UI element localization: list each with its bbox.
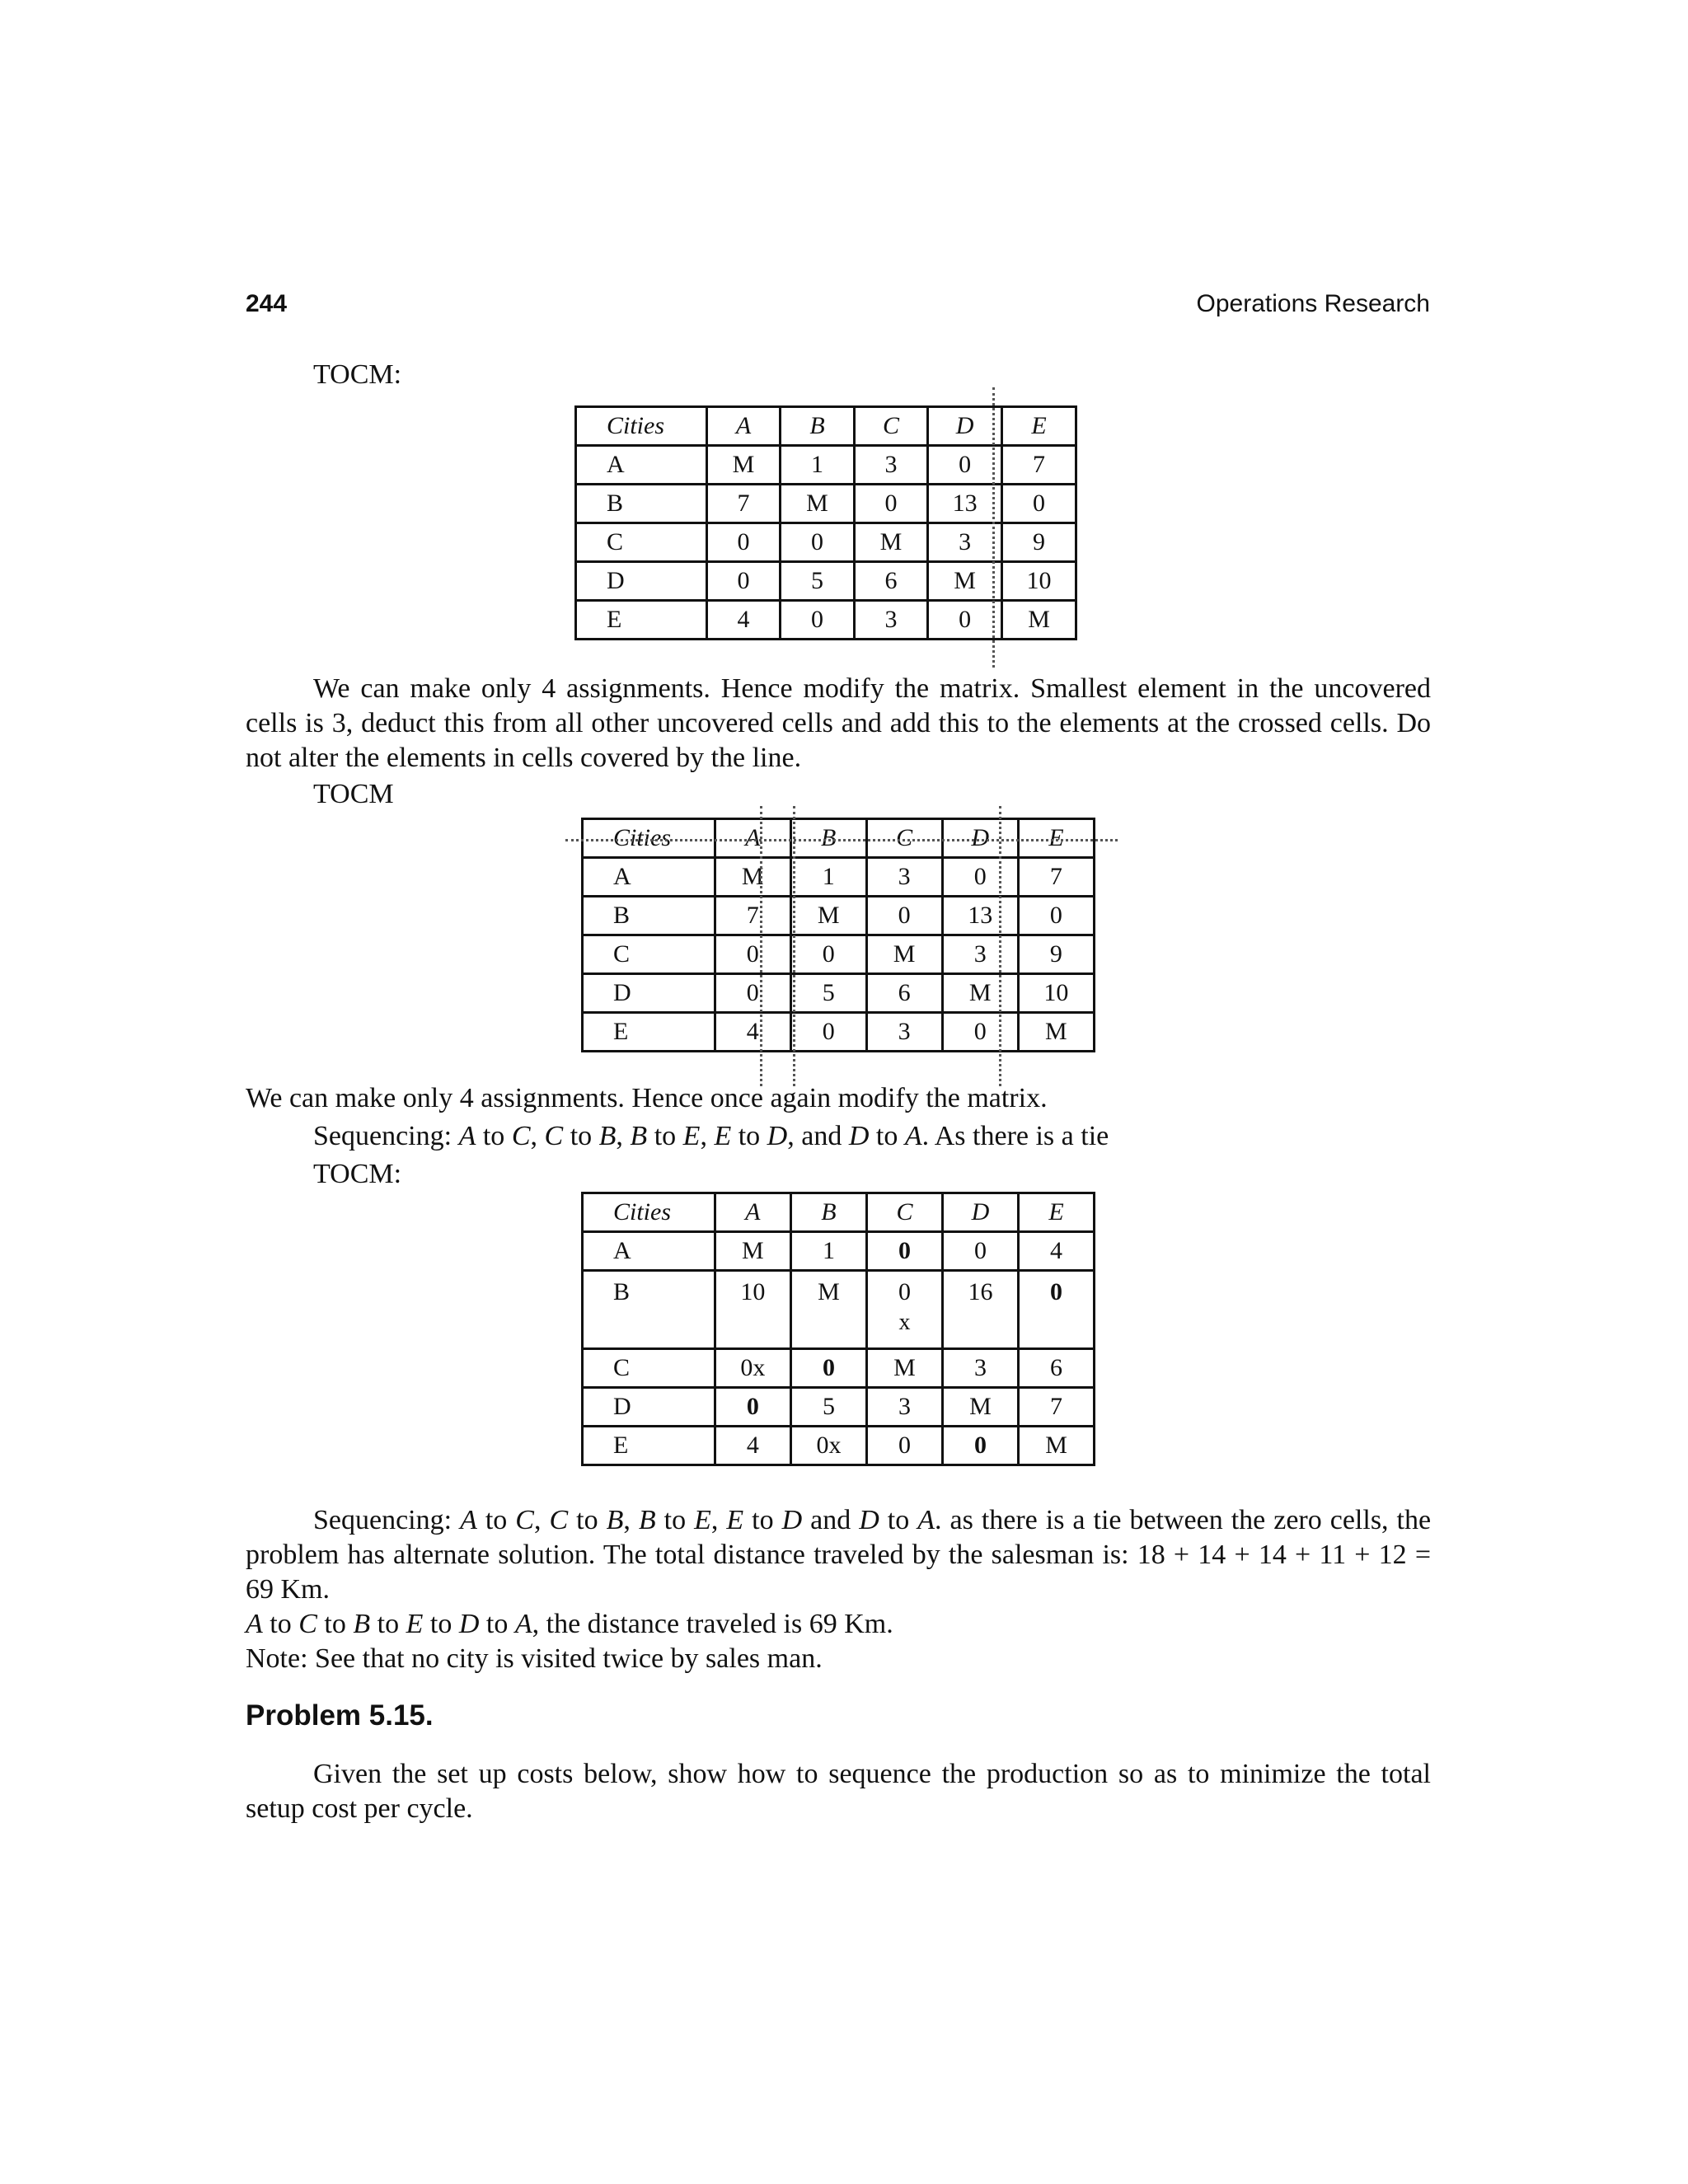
table-cell: M <box>866 935 942 974</box>
text-span: to <box>476 1121 512 1151</box>
header-cell: D <box>942 819 1018 858</box>
city-c: C <box>511 1121 531 1151</box>
table-cell: 0 <box>942 1013 1018 1052</box>
tocm-label-3: TOCM: <box>313 1159 402 1189</box>
text-span: to <box>476 1505 516 1535</box>
text-span: , <box>710 1505 727 1535</box>
text-span: to <box>563 1121 599 1151</box>
table-cell: 3 <box>867 1388 943 1427</box>
city-a: A <box>246 1609 263 1639</box>
text-span: to <box>370 1609 406 1639</box>
table-row <box>583 974 1095 1013</box>
table-cell: 0 <box>781 601 854 640</box>
table-row <box>583 1349 1095 1388</box>
table-cell: M <box>942 1388 1018 1427</box>
table-cell: 6 <box>1019 1349 1095 1388</box>
city-b: B <box>638 1505 656 1535</box>
table-cell: 0 <box>715 935 790 974</box>
header-cell: D <box>928 407 1002 446</box>
table-cell: 3 <box>942 1349 1018 1388</box>
table-cell: 4 <box>715 1013 790 1052</box>
table-cell: M <box>715 1232 790 1271</box>
table-cell: 5 <box>790 1388 866 1427</box>
table-cell: 5 <box>790 974 866 1013</box>
matrix-table-2 <box>581 818 1095 1052</box>
table-cell: 7 <box>715 897 790 935</box>
table-row <box>576 601 1076 640</box>
table-header-row <box>583 1193 1095 1232</box>
tocm-label-1: TOCM: <box>313 359 402 390</box>
table-cell: 0 <box>781 523 854 562</box>
city-e: E <box>694 1505 711 1535</box>
assigned-zero-cell: 0 <box>867 1232 943 1271</box>
table-cell: 7 <box>706 485 780 523</box>
table-cell: 16 <box>942 1271 1018 1349</box>
table-cell: 0 <box>1018 897 1094 935</box>
table-row <box>583 1388 1095 1427</box>
text-span: to <box>262 1609 299 1639</box>
header-cell: Cities <box>583 1193 715 1232</box>
row-label: B <box>583 897 715 935</box>
row-label: C <box>583 935 715 974</box>
table-cell: M <box>790 1271 866 1349</box>
text-span: to <box>879 1505 918 1535</box>
table-cell: 0 <box>928 446 1002 485</box>
table-cell: 0 <box>706 562 780 601</box>
text-span: , <box>616 1121 631 1151</box>
table-cell: M <box>942 974 1018 1013</box>
table-cell: 0 <box>706 523 780 562</box>
row-label: A <box>583 858 715 897</box>
text-span: , <box>533 1505 550 1535</box>
table-row <box>583 935 1095 974</box>
table-cell: M <box>854 523 927 562</box>
table-cell: 13 <box>942 897 1018 935</box>
text-span: , <box>700 1121 715 1151</box>
city-b: B <box>630 1121 648 1151</box>
note-line: Note: See that no city is visited twice by sales man. <box>246 1643 823 1674</box>
row-label: D <box>583 1388 715 1427</box>
city-c: C <box>515 1505 534 1535</box>
text-span: , and <box>787 1121 849 1151</box>
tocm-label-2: TOCM <box>313 779 394 809</box>
table-cell: 3 <box>854 601 927 640</box>
cover-line-column-a <box>760 806 762 1086</box>
table-cell: 9 <box>1002 523 1076 562</box>
table-header-row <box>576 407 1076 446</box>
city-d: D <box>848 1121 870 1151</box>
table-cell: 3 <box>866 1013 942 1052</box>
header-cell: E <box>1019 1193 1095 1232</box>
cell-value: 0 <box>898 1278 911 1305</box>
header-cell: B <box>790 819 866 858</box>
sequencing-line <box>313 1119 1109 1154</box>
table-cell: 9 <box>1018 935 1094 974</box>
city-d: D <box>458 1609 480 1639</box>
text-span: Sequencing: <box>313 1505 461 1535</box>
text-span: to <box>423 1609 459 1639</box>
table-cell: M <box>781 485 854 523</box>
table-cell: 6 <box>854 562 927 601</box>
row-label: B <box>583 1271 715 1349</box>
text-span: to <box>743 1505 782 1535</box>
text-span: . as there is a tie between the zero cells, the problem has alternate solution. The total distance traveled by the salesman is: 18 + 14 + 14 + 11 + 12 = 69 Km. <box>246 1505 1432 1605</box>
header-cell: Cities <box>576 407 707 446</box>
table-cell: M <box>1019 1427 1095 1465</box>
table-cell: 3 <box>942 935 1018 974</box>
row-label: A <box>576 446 707 485</box>
crossed-zero-cell: 0x <box>790 1427 866 1465</box>
table-row <box>576 562 1076 601</box>
header-cell: E <box>1018 819 1094 858</box>
header-cell: B <box>781 407 854 446</box>
table-cell: M <box>1002 601 1076 640</box>
route-line <box>246 1607 893 1642</box>
header-cell: E <box>1002 407 1076 446</box>
city-b: B <box>606 1505 624 1535</box>
row-label: C <box>583 1349 715 1388</box>
row-label: B <box>576 485 707 523</box>
text-span: to <box>647 1121 683 1151</box>
row-label: E <box>576 601 707 640</box>
table-cell: M <box>867 1349 943 1388</box>
text-span: to <box>479 1609 515 1639</box>
assigned-zero-cell: 0 <box>790 1349 866 1388</box>
table-header-row <box>583 819 1095 858</box>
city-e: E <box>682 1121 701 1151</box>
table-cell: 4 <box>1019 1232 1095 1271</box>
matrix-table-1 <box>574 405 1077 640</box>
table-cell: 0 <box>715 974 790 1013</box>
header-cell: D <box>942 1193 1018 1232</box>
table-cell: 0 <box>867 1427 943 1465</box>
paragraph-sequencing-result <box>246 1503 1431 1607</box>
problem-text: Given the set up costs below, show how to sequence the production so as to minimize the total setup cost per cycle. <box>246 1759 1431 1824</box>
text-span: to <box>731 1121 767 1151</box>
table-row <box>576 446 1076 485</box>
city-a: A <box>514 1609 532 1639</box>
table-cell: 13 <box>928 485 1002 523</box>
city-b: B <box>598 1121 617 1151</box>
table-cell: 10 <box>715 1271 790 1349</box>
table-cell: M <box>715 858 790 897</box>
row-label: E <box>583 1013 715 1052</box>
assigned-zero-cell: 0 <box>715 1388 790 1427</box>
text-span: , <box>530 1121 545 1151</box>
city-a: A <box>917 1505 935 1535</box>
crossed-zero-cell: 0x <box>715 1349 790 1388</box>
paragraph-modify-matrix: We can make only 4 assignments. Hence modify the matrix. Smallest element in the uncovered cells is 3, deduct this from all other uncovered cells and add this to the elements at the crossed cells. Do not alter the elements in cells covered by the line. <box>246 673 1431 773</box>
table-cell: M <box>1018 1013 1094 1052</box>
cross-mark: x <box>898 1310 911 1335</box>
city-a: A <box>904 1121 922 1151</box>
page-number: 244 <box>246 290 288 317</box>
table-cell: M <box>928 562 1002 601</box>
table-cell: 7 <box>1002 446 1076 485</box>
city-d: D <box>767 1121 788 1151</box>
table-cell: 0 <box>854 485 927 523</box>
crossed-zero-cell <box>867 1271 943 1349</box>
table-cell: 0 <box>942 1232 1018 1271</box>
row-label: D <box>583 974 715 1013</box>
table-cell: 7 <box>1019 1388 1095 1427</box>
table-cell: 10 <box>1018 974 1094 1013</box>
table-row <box>583 1232 1095 1271</box>
text-span: to <box>568 1505 607 1535</box>
table-row <box>576 485 1076 523</box>
table-cell: M <box>706 446 780 485</box>
city-b: B <box>353 1609 371 1639</box>
table-cell: 0 <box>790 1013 866 1052</box>
city-e: E <box>726 1505 744 1535</box>
matrix-table-3 <box>581 1192 1095 1466</box>
city-d: D <box>781 1505 803 1535</box>
table-cell: 3 <box>866 858 942 897</box>
table-cell: 0 <box>1002 485 1076 523</box>
text-span: to <box>316 1609 354 1639</box>
table-cell: M <box>790 897 866 935</box>
table-cell: 6 <box>866 974 942 1013</box>
table-cell: 4 <box>706 601 780 640</box>
line-once-again: We can make only 4 assignments. Hence once again modify the matrix. <box>246 1083 1048 1113</box>
table-cell: 5 <box>781 562 854 601</box>
cover-line-column-b <box>793 806 795 1086</box>
problem-heading: Problem 5.15. <box>246 1699 434 1732</box>
text-span: , <box>623 1505 639 1535</box>
table-cell: 0 <box>866 897 942 935</box>
table-cell: 4 <box>715 1427 790 1465</box>
row-label: D <box>576 562 707 601</box>
header-cell: A <box>715 819 790 858</box>
row-label: C <box>576 523 707 562</box>
city-c: C <box>549 1505 569 1535</box>
city-a: A <box>460 1505 477 1535</box>
header-cell: C <box>866 819 942 858</box>
table-row <box>583 897 1095 935</box>
header-cell: Cities <box>583 819 715 858</box>
header-cell: A <box>706 407 780 446</box>
header-cell: B <box>790 1193 866 1232</box>
city-c: C <box>544 1121 564 1151</box>
row-label: A <box>583 1232 715 1271</box>
city-e: E <box>714 1121 732 1151</box>
table-row <box>583 1427 1095 1465</box>
table-cell: 0 <box>942 858 1018 897</box>
table-row <box>583 858 1095 897</box>
assigned-zero-cell: 0 <box>1019 1271 1095 1349</box>
city-e: E <box>406 1609 424 1639</box>
cover-line-header-row <box>565 839 1118 841</box>
city-d: D <box>859 1505 879 1535</box>
table-row <box>583 1271 1095 1349</box>
text-span: and <box>802 1505 860 1535</box>
header-cell: C <box>867 1193 943 1232</box>
table-row <box>576 523 1076 562</box>
table-cell: 3 <box>928 523 1002 562</box>
table-cell: 1 <box>781 446 854 485</box>
header-cell: C <box>854 407 927 446</box>
text-span: Sequencing: <box>313 1121 459 1151</box>
assigned-zero-cell: 0 <box>942 1427 1018 1465</box>
table-cell: 7 <box>1018 858 1094 897</box>
city-c: C <box>298 1609 317 1639</box>
header-cell: A <box>715 1193 790 1232</box>
cover-line-column-d <box>992 387 995 668</box>
table-cell: 0 <box>790 935 866 974</box>
cover-line-column-d <box>999 806 1001 1086</box>
text-span: to <box>655 1505 695 1535</box>
table-cell: 3 <box>854 446 927 485</box>
table-cell: 1 <box>790 1232 866 1271</box>
table-cell: 10 <box>1002 562 1076 601</box>
city-a: A <box>458 1121 476 1151</box>
table-cell: 1 <box>790 858 866 897</box>
table-cell: 0 <box>928 601 1002 640</box>
table-row <box>583 1013 1095 1052</box>
row-label: E <box>583 1427 715 1465</box>
book-title: Operations Research <box>1196 290 1430 317</box>
text-span: to <box>869 1121 905 1151</box>
text-span: . As there is a tie <box>921 1121 1109 1151</box>
text-span: , the distance traveled is 69 Km. <box>532 1609 893 1639</box>
